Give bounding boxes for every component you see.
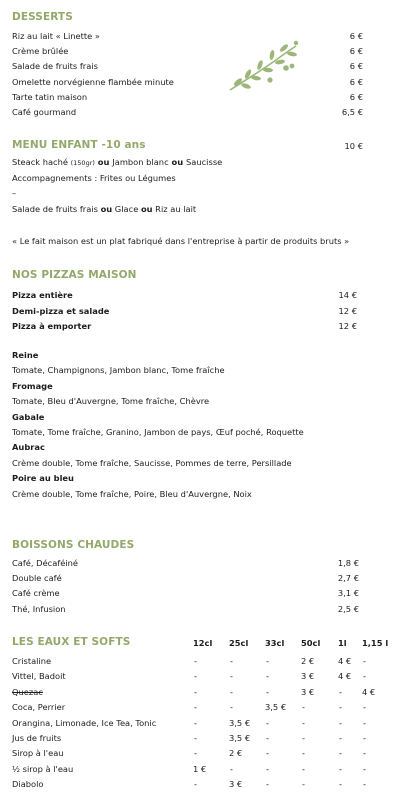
table-cell: -: [266, 671, 269, 682]
dessert-price: 6 €: [349, 61, 363, 72]
desserts-title: DESSERTS: [12, 11, 73, 23]
pizza-name: Aubrac: [12, 442, 45, 453]
boisson-item: Double café: [12, 573, 62, 584]
dessert-price: 6 €: [349, 46, 363, 57]
table-cell: -: [302, 763, 305, 774]
table-cell: 3,5 €: [265, 702, 287, 713]
table-row-name: ½ sirop à l'eau: [12, 763, 74, 774]
table-cell: 4 €: [338, 656, 352, 666]
table-cell: -: [339, 717, 342, 728]
pizza-desc: Crème double, Tome fraîche, Poire, Bleu d'Auvergne, Noix: [12, 488, 252, 499]
table-cell: -: [302, 779, 305, 790]
pizza-format-price: 14 €: [338, 290, 357, 300]
pizza-format: Pizza à emporter: [12, 321, 92, 331]
dessert-item: Riz au lait « Linette »: [12, 31, 100, 41]
table-cell: -: [194, 686, 197, 697]
olive-branch-icon: [226, 40, 300, 96]
table-cell: -: [363, 779, 366, 790]
boisson-price: 2,7 €: [337, 573, 359, 584]
table-cell: -: [339, 779, 342, 790]
table-cell: -: [302, 717, 305, 728]
pizza-name: Poire au bleu: [12, 473, 74, 484]
table-cell: 3,5 €: [229, 733, 251, 743]
pizzas-title: NOS PIZZAS MAISON: [12, 269, 137, 281]
dessert-item: Omelette norvégienne flambée minute: [12, 76, 174, 87]
table-cell: -: [194, 717, 197, 728]
dessert-price: 6,5 €: [341, 107, 363, 117]
menu-enfant-dash: –: [12, 188, 17, 198]
boisson-price: 3,1 €: [337, 588, 359, 599]
boissons-title: BOISSONS CHAUDES: [12, 539, 135, 551]
table-cell: -: [363, 702, 366, 713]
table-cell: -: [339, 702, 342, 713]
table-cell: 3,5 €: [229, 717, 251, 728]
pizza-desc: Tomate, Bleu d'Auvergne, Tome fraîche, Chèvre: [12, 396, 210, 407]
table-cell: -: [339, 733, 342, 743]
table-cell: 4 €: [362, 686, 376, 697]
table-cell: -: [194, 656, 197, 666]
pizza-format: Pizza entière: [12, 290, 73, 300]
pizza-desc: Tomate, Champignons, Jambon blanc, Tome fraîche: [12, 365, 225, 376]
eaux-title: LES EAUX ET SOFTS: [12, 636, 131, 648]
table-cell: 2 €: [301, 656, 315, 666]
table-row-name: Vittel, Badoit: [12, 671, 66, 682]
table-row-name: Cristaline: [12, 656, 52, 666]
table-row-name: Coca, Perrier: [12, 702, 66, 713]
table-cell: -: [363, 748, 366, 759]
table-cell: -: [194, 748, 197, 759]
pizza-name: Gabale: [12, 411, 45, 422]
table-cell: -: [266, 656, 269, 666]
pizza-format-price: 12 €: [338, 321, 357, 331]
column-header: 33cl: [265, 638, 285, 648]
menu-enfant-line1: Steack haché (150gr) ou Jambon blanc ou Saucisse: [12, 157, 223, 167]
boisson-price: 2,5 €: [337, 603, 359, 614]
table-row-name: Jus de fruits: [12, 733, 62, 743]
column-header: 25cl: [229, 638, 249, 648]
table-cell: -: [194, 733, 197, 743]
table-cell: -: [302, 702, 305, 713]
table-cell: -: [266, 686, 269, 697]
pizza-name: Fromage: [12, 380, 53, 391]
table-cell: -: [194, 702, 197, 713]
table-row-name: Diabolo: [12, 779, 44, 790]
pizza-desc: Crème double, Tome fraîche, Saucisse, Pommes de terre, Persillade: [12, 457, 292, 468]
dessert-item: Salade de fruits frais: [12, 61, 98, 72]
table-cell: -: [230, 656, 233, 666]
table-cell: 3 €: [229, 779, 243, 790]
boisson-price: 1,8 €: [337, 558, 359, 568]
table-cell: -: [339, 748, 342, 759]
table-cell: -: [230, 686, 233, 697]
table-cell: 3 €: [301, 671, 315, 682]
dessert-item: Tarte tatin maison: [12, 91, 88, 102]
menu-enfant-line3: Salade de fruits frais ou Glace ou Riz au lait: [12, 204, 197, 214]
column-header: 1l: [338, 638, 347, 648]
table-cell: -: [230, 671, 233, 682]
column-header: 12cl: [193, 638, 213, 648]
pizza-format-price: 12 €: [338, 305, 357, 316]
pizza-desc: Tomate, Tome fraîche, Granino, Jambon de pays, Œuf poché, Roquette: [12, 427, 304, 437]
menu-enfant-price: 10 €: [344, 141, 363, 151]
table-cell: -: [363, 763, 366, 774]
dessert-price: 6 €: [349, 31, 363, 41]
fait-maison-note: « Le fait maison est un plat fabriqué dans l'entreprise à partir de produits bruts »: [12, 236, 350, 246]
dessert-item: Crème brûlée: [12, 46, 69, 57]
menu-enfant-title: MENU ENFANT -10 ans: [12, 139, 146, 151]
table-cell: 4 €: [338, 671, 352, 682]
dessert-item: Café gourmand: [12, 107, 77, 117]
table-cell: -: [266, 717, 269, 728]
table-cell: -: [363, 733, 366, 743]
column-header: 50cl: [301, 638, 321, 648]
boisson-item: Thé, Infusion: [12, 603, 66, 614]
table-cell: -: [302, 733, 305, 743]
dessert-price: 6 €: [349, 91, 363, 102]
table-cell: -: [194, 779, 197, 790]
table-cell: 2 €: [229, 748, 243, 759]
table-cell: -: [194, 671, 197, 682]
table-cell: -: [363, 671, 366, 682]
table-cell: -: [363, 717, 366, 728]
table-row-name: Orangina, Limonade, Ice Tea, Tonic: [12, 717, 157, 728]
dessert-price: 6 €: [349, 76, 363, 87]
table-cell: -: [266, 733, 269, 743]
table-cell: 1 €: [193, 763, 207, 774]
table-cell: -: [339, 763, 342, 774]
pizza-name: Reine: [12, 350, 39, 360]
table-cell: -: [230, 702, 233, 713]
table-cell: -: [266, 748, 269, 759]
table-row-name: Quezac: [12, 686, 43, 697]
table-cell: -: [266, 779, 269, 790]
table-cell: -: [339, 686, 342, 697]
table-row-name: Sirop à l'eau: [12, 748, 64, 759]
table-cell: -: [302, 748, 305, 759]
column-header: 1,15 l: [362, 638, 389, 648]
pizza-format: Demi-pizza et salade: [12, 305, 110, 316]
menu-enfant-line2: Accompagnements : Frites ou Légumes: [12, 173, 176, 183]
table-cell: -: [363, 656, 366, 666]
table-cell: -: [230, 763, 233, 774]
boisson-item: Café, Décaféiné: [12, 558, 79, 568]
boisson-item: Café crème: [12, 588, 60, 599]
table-cell: -: [266, 763, 269, 774]
table-cell: 3 €: [301, 686, 315, 697]
